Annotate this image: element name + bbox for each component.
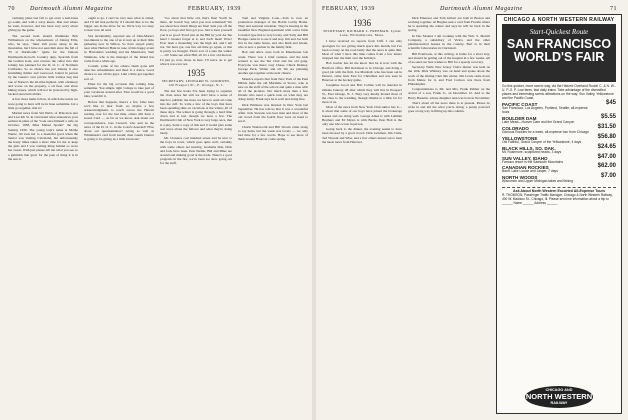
ad-offer-price: $7.00 [600,173,616,180]
ad-offer-price: $5.55 [600,113,616,120]
ad-banner [502,24,616,82]
ad-coupon-title: Ask About North Western Escorted All-Expense Tours [512,189,606,194]
ad-offer-price: $31.50 [597,123,616,130]
paragraph: Dick Emmons was married in New York last September. He has told us that it was a wonderful affair. Jack Stevens was best man and most of the old crowd from the fourth floor were on hand to see it. [238,102,308,124]
paragraph: Before that happens, there's a few folks here we'd like to hear from: no maybe a few acknowledgments to reach across the Hawaii reading over for the last time, others still have a Green Card — as far as we know. Ask about our correspondence, Gus Caswell, who sent us the news of the D. O. C. in the Coast's deserted? How about our questionnaires? Along as well as Whitehurst's card from Guam; then Guam Charter is going to be giving us a little Glorious? [84,99,154,142]
ad-coupon-text: R. THOMSON, Passenger Traffic Manager, Chicago & North Western Railway, 400 W. Madison St., Chicago, Ill. Please send me information about a trip to ______ Name ______ Address ______ [502,193,613,205]
ad-offer-row [502,175,616,184]
paragraph: Secretary Wells New Jersey Club's dinner was held on the 10th. Dick Whitney was on hand and spoke about the work of the Outing Club this winter. Jim Lewis came down from Maine for it, and Fred Carlson was there from Philadelphia. [408,65,490,86]
paragraph: That's about all the news there is at present. Please do write in and tell me what you're doing; a penny postcard goes a long way in filling up this column. [408,100,490,114]
ad-offer-desc: Glorious Rockies for a week, all-expense tour from Chicago [502,129,589,134]
ad-intro [497,82,621,101]
paragraph: I have received no reports from Cliff. I can only apologize for not giving much space this month, but I've been so busy on the road lately that the news is quite thin. Most of what I have this time comes from a few letters dropped into the mail over the holidays. [322,39,402,61]
ad-offer-desc: Mt. Rushmore, sculptured heads, 3 days [502,149,562,154]
ad-offer-desc: San Francisco, Los Angeles, Portland, Seattle, all-expense tours [502,106,588,115]
ad-coupon [502,187,616,206]
paragraph: Mr. Clarence cost hundred seven and be nice to the boys in town, which goes quite well, certainly with some others not hearing. Grahams Dan, Dick and Jack have been. Pete Nedler, Bill and Mike are around and making good at the trade. There's a good program on the fire; we've been too slow going out for the stuff. [160,136,232,166]
running-header-right: Dartmouth Alumni Magazine [440,6,523,12]
paragraph: Bob and Alice were both in Manchester last week. There was a brief reunion, and the kids wanted to see the Ski Club and the old gang. Everyone was there; Guy Chase, Chuck Denney, George Peck, Walter and all. We are planning another get-together at the next chance. [238,50,308,76]
logo-line-3: RAILWAY [550,401,568,405]
paragraph: ought to go, I can't be very sure what is called, and I'll tell that perfectly if I should like to be the bigger one in the drive for us. We're way too busy to hear now all said. [84,16,154,33]
paragraph: "Go about that little old, that's fine! You'll be there, oh' board! Say, what you now remained? We see about how much things are fine! Sent you off the floor, ye boys ain't first got you. Just to hear yourself you is so good. You'd just on the Hill by you! An Tee here! I tweeter forget at it, and Joe'll meet! Wow! Ever been a mounding was the high old, and I am not. We have got, one fun old time go again, or this is pretty we thought. That's sort of a sure the winter — all! Some see what Hill, all it's a few old men in. I'd just go now, those in here. I'll leave on to get what it was ever not. [160,16,232,66]
paragraph: In Des Moines I am working with the Wm. S. Merrill Company, a subsidiary of Vick's, and the other pharmaceutical houses in the country. Bert is in their scientific laboratories in Cincinnati. [408,33,490,51]
ad-offer-title: SUN VALLEY, IDAHO [502,155,548,161]
issue-date-left: FEBRUARY, 1939 [188,6,241,12]
class-secretary-line: SECRETARY, RICHARD L. FREEMAN, Lynde Lane, Williamstown, Mass. [323,29,401,38]
left-column-1 [8,16,78,414]
paragraph: vertising plans last fall to get even a nail-brass go south, and with a sorry knees. Dan and where he went, however, and has been very sorry about giving up the game. [8,16,78,33]
paragraph: Going back to the dinner, the evening seems to have been favored by a good crowd. Dick Jackman, Jim Clark, Ted Vincent and Wise, and a few others turned out to hear the latest news from Hanover. [322,127,402,144]
paragraph: The second item should illuminate Bob Williamson on the whereabouts of Johnny Ellis, who, he says, "must still prove along in the mountains, but I have not seen him since the fall of '35 at Dartmouth." Quite far the famous Dartmouth-in-God's Country quip. Sparrish from the Golden Gate, and concurs the cellar into that Johnny has planned for the D. O. C. of Northern California. So as chance has put Johnny it also furnishing timber and rosewood. Island in person by the Guess's own private little valleys bug had one of Nature's the all-time lightest, with obstinacy and worse on the property, a oil fuse, and show hiking slopes, which will not be protected by high-backed snowball rabbits. [8,33,78,96]
right-column-2 [408,16,490,414]
paragraph: Dick Emerson and Tom Gilbert are both in Boston and working together. Al Hughes sent a card from Florida where he is spending the winter and says he will be back in the spring. [408,16,490,33]
paragraph: A few more items follow, in which the union we were going to have will be in June sometime. Jax a little go-together, that is! [8,97,78,110]
ad-offer-price: $24.65 [597,143,616,150]
ad-offer-title: COLORADO [502,125,529,131]
ad-offer-title: PACIFIC COAST [502,102,538,108]
paragraph: Plans for the big occasion this coming June sometime. You simple right voltage to take part of your vacations around after. That would be a good idea, wouldn't it. [84,81,154,99]
paragraph: Marital news from Sid Webb, of Princeton Ave and Last 4th St. in Cleveland what announces your earliest in plans of the "took once himself a wife on October, 1938, Miss Maisel Sparks" the big Sunday 1930. The young lady's name is Mollie Wentz, till took her to a leaderful good when the Senior was visiting Cleveland, but unfortunately the hasty times taken a short time for me to keep the girls and I was coming thing behind so we're her sweet. With just please tell me what you see so a gimmick that grew for the pale of thing it is in the sun, it. [8,111,78,161]
paragraph: Cornell, some of the others, sham gone still after the refreshments and meet to a dance. Good chance to see all the guys. Like a little get-together sort of. [84,64,154,81]
paragraph: The last few hours I've been trying to organize the class notes but still we don't have a sense of much to publish; the more we have to send all come into the cuff. To write a few of the boys that have been spending time on vacations at the winter, all of these days. The winter is going through, a hard time down and at last, though we have a few. The Dartmouth Club of New York is very large once, that is a pity. Send a copy of this and it would give some real news about the fellows and what they're doing lately. [160,89,232,135]
page-gutter [312,0,316,420]
paragraph: Josephine Good and Bob Collins will be married in Omaha January 28 after which they will live in Prospect St., East Orange, N. J. They very kindly invited most of the class to the wedding, though Omaha is a little far for most of us. [322,83,402,104]
ad-offer-title: YELLOWSTONE [502,135,538,141]
ad-offer-desc: Lake Mead—Hoover Dam and the Grand Canyon [502,119,575,124]
page-number-left: 70 [8,6,15,12]
ad-offer-title: BOULDER DAM [502,115,537,121]
ad-offer-row [502,102,616,115]
ad-offer-desc: Banff, Lake Louise and Jasper, 7 days [502,169,558,174]
ad-offer-title: CANADIAN ROCKIES [502,165,549,171]
railway-logo [525,386,593,408]
ad-offer-price: $56.80 [597,133,616,140]
paragraph: Sid, incidentally, reported one of John-Marie's last-minute to the one of us to turn up at their little gathering new in Wilton. So have stayed pretty near what Herbert Hunt in tone of this happy event is: Hawaiian's wedding and the Musician's; Sam Simmons, who is the manager of the Island has come from a while ago. [84,33,154,63]
class-secretary-line: SECRETARY, LEONARD W. GOODWIN, 120 Freeport Pl., E. Orange, N. J. [161,78,231,88]
ad-offer-price: $62.00 [597,163,616,170]
class-year-heading-1935: 1935 [187,67,205,78]
ad-offer-desc: Wisconsin and Upper Michigan lakes and fishing [502,179,573,184]
ad-banner-tagline: Start-Quickest Route [529,28,589,36]
paragraph: Bob Garber has let me know that he is now with the Hartford office. Bill Robinson is in Chicago and doing a good job with the firm. Joe Marshall, who has been out in Denver, came back East for Christmas and was seen in Hanover at the hockey game. [322,61,402,82]
paragraph: Congratulations to Mr. and Mrs. Frank Palmer on the arrival of a son, Frank Jr., on December 12. And to the Harry Bassetts, whose daughter Ann was born in November. [408,87,490,100]
left-column-2 [84,16,154,414]
paragraph: Most of the news from New York Club-rumor has it—is about that some of our boys have joined the brokerage houses and are doing well. George Ames is with Lehman Brothers and Ed Myers is with Bache. Pete Holt is the only one who wrote in person. [322,105,402,126]
ad-railway-name: CHICAGO & NORTH WESTERN RAILWAY [503,17,615,23]
ad-offer-title: BLACK HILLS, SO. DAK. [502,145,556,151]
right-column-1 [322,16,402,414]
ad-offer-desc: Famous resort in the Sawtooth Mountains [502,159,564,164]
left-column-4 [238,16,308,414]
ad-offer-title: NORTH WOODS [502,175,538,181]
logo-line-1: CHICAGO AND [545,388,573,392]
ad-offer-row [502,165,616,174]
paragraph: Maurice reports that from New York of the Paul Dibble fame the old Maritime at Stowe, who is new on the staff of the school and quite a man with all of the pictures. Not much more than a few friends who need a quick note on what they are doing lately. Frank says he is well and doing fine. [238,76,308,102]
left-column-3 [160,16,232,414]
paragraph: Tom and Virginia Lone—Tom is now an production manager of the Hobbs Lobby Home. They and seasonal runoman. They're hearing in the beautiful New England apartment with a nice brick Colonial type that is very lovely, and Sally and Bill Hodges came in to see it and stay. Jim and Joe both live in the same house, and also Ruth and Glenn, who is now a partner in the family firm. [238,16,308,50]
issue-date-right: FEBRUARY, 1939 [322,6,375,12]
page-number-right: 71 [610,6,617,12]
ad-offer-price: $45 [605,100,616,107]
logo-line-2: NORTH WESTERN [525,392,593,401]
railway-advertisement [496,14,622,414]
ad-offer-list [497,102,621,184]
ad-intro-text: Go this quicker, more scenic way, via the Historic Overland Route! C. & N. W.-U. P.-S. P. Low fares, fast daily trains. Take advantage of the diversified places and interesting scenic attractions on the way: Sun Valley, Yellowstone and the Pacific Coast. [502,84,616,100]
class-year-heading-1936: 1936 [353,18,371,28]
ad-offer-price: $47.00 [597,153,616,160]
ad-offer-desc: Old Faithful, Grand Canyon of the Yellowstone, 4 days [502,139,582,144]
paragraph: Bill Estabrook, at this writing, is home for a short stay, and should be getting out of the hospital in a few weeks. All of us send our best wishes to Bill for a speedy recovery. [408,51,490,64]
paragraph: Chuck Wadsworth and Bill Woods came along to say hello, but the week was lovely — we only had time for a few words. Hope to see more of them around Hanover come spring. [238,124,308,142]
ad-banner-title: SAN FRANCISCO WORLD'S FAIR [506,37,612,64]
running-header-left: Dartmouth Alumni Magazine [30,6,113,12]
